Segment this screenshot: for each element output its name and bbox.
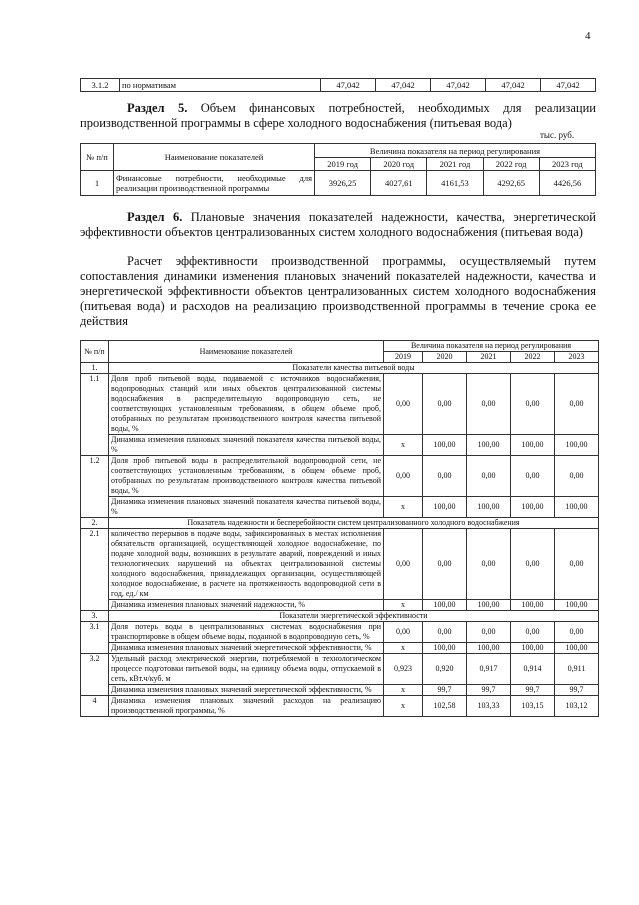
- table-row: 3.2 Удельный расход электрической энергии, потребляемой в технологическом процессе подготовки питьевой воды, на единицу объема воды, отпускаемой в сеть, кВт.ч/куб. м 0,923 0,920 0,917 0,914 0,911: [81, 654, 599, 685]
- table-row: 3.1 Доля потерь воды в централизованных системах водоснабжения при транспортировке в общем объеме воды, поданной в водопроводную сеть, % 0,00 0,00 0,00 0,00 0,00: [81, 622, 599, 643]
- table-row: Динамика изменения плановых значений энергетической эффективности, % x 99,7 99,7 99,7 99,7: [81, 685, 599, 696]
- table-row: Динамика изменения плановых значений показателя качества питьевой воды, % x 100,00 100,00 100,00 100,00: [81, 435, 599, 456]
- table-row: 1 Финансовые потребности, необходимые для реализации производственной программы 3926,25 4027,61 4161,53 4292,65 4426,56: [81, 171, 596, 196]
- group-row: 2. Показатель надежности и бесперебойности систем централизованного холодного водоснабжения: [81, 518, 599, 529]
- continuation-table: [80, 78, 596, 92]
- section5-heading: Раздел 5. Объем финансовых потребностей, необходимых для реализации производственной программы в сфере холодного водоснабжения (питьевая вода): [80, 101, 596, 130]
- group-row: 3. Показатели энергетической эффективности: [81, 611, 599, 622]
- indicators-table: [80, 340, 599, 717]
- table-row: Динамика изменения плановых значений энергетической эффективности, % x 100,00 100,00 100,00 100,00: [81, 643, 599, 654]
- group-row: 1. Показатели качества питьевой воды: [81, 363, 599, 374]
- table-row: 4 Динамика изменения плановых значений расходов на реализацию производственной программы, % x 102,58 103,33 103,15 103,12: [81, 696, 599, 717]
- table-row: Динамика изменения плановых значений надежности, % x 100,00 100,00 100,00 100,00: [81, 600, 599, 611]
- table-row: 1.1 Доля проб питьевой воды, подаваемой с источников водоснабжения, водопроводных станций или иных объектов централизованной системы водоснабжения в распределительную водопроводную сеть, не соответствующих установленным требованиям, в общем объеме проб, отобранных по результатам производственного контроля качества питьевой воды, % 0,00 0,00 0,00 0,00 0,00: [81, 374, 599, 435]
- page-number: 4: [585, 30, 591, 42]
- table-header-row: 2019 год 2020 год 2021 год 2022 год 2023 год: [81, 158, 596, 171]
- section6-heading: Раздел 6. Плановые значения показателей надежности, качества, энергетической эффективности объектов централизованных систем холодного водоснабжения (питьевая вода): [80, 210, 596, 239]
- table-header-row: 2019 2020 2021 2022 2023: [81, 352, 599, 363]
- table-row: 1.2 Доля проб питьевой воды в распределительной водопроводной сети, не соответствующих установленным требованиям, в общем объеме проб, отобранных по результатам производственного контроля качества питьевой воды, % 0,00 0,00 0,00 0,00 0,00: [81, 456, 599, 497]
- table-header-row: № п/п Наименование показателей Величина показателя на период регулирования: [81, 341, 599, 352]
- table-row: Динамика изменения плановых значений показателя качества питьевой воды, % x 100,00 100,00 100,00 100,00: [81, 497, 599, 518]
- table-header-row: № п/п Наименование показателей Величина показателя на период регулирования: [81, 144, 596, 158]
- table-row: 3.1.2 по нормативам 47,042 47,042 47,042 47,042 47,042: [81, 79, 596, 92]
- table-row: 2.1 количество перерывов в подаче воды, зафиксированных в местах исполнения обязательств организацией, осуществляющей холодное водоснабжение, по подаче холодной воды, возникших в результате аварий, повреждений и иных технологических нарушений на объектах централизованной системы холодного водоснабжения, принадлежащих организации, осуществляющей холодное водоснабжение, в расчете на протяженность водопроводной сети в год, ед./ км 0,00 0,00 0,00 0,00 0,00: [81, 529, 599, 600]
- section6-paragraph: Расчет эффективности производственной программы, осуществляемый путем сопоставления динамики изменения плановых значений показателей надежности, качества и энергетической эффективности объектов централизованных систем холодного водоснабжения (питьевая вода) и расходов на реализацию производственной программы в течение срока ее действия: [80, 254, 596, 328]
- section5-unit: тыс. руб.: [540, 130, 575, 140]
- financial-needs-table: [80, 143, 596, 196]
